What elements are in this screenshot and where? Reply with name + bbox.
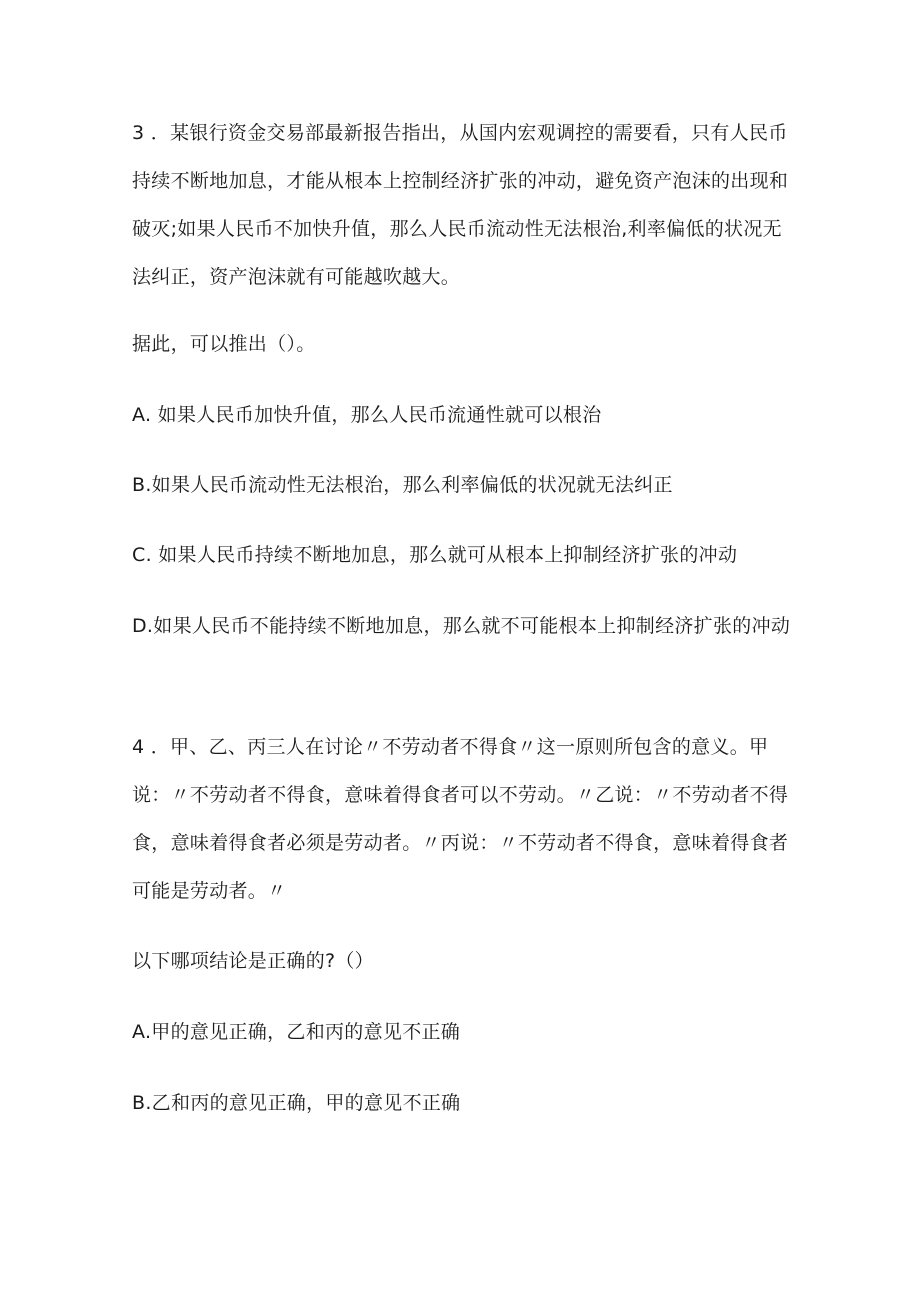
question-3-prompt: 据此，可以推出（）。 bbox=[132, 333, 316, 355]
question-3-option-a: A. 如果人民币加快升值，那么人民币流通性就可以根治 bbox=[132, 404, 602, 426]
question-3-option-c: C. 如果人民币持续不断地加息，那么就可从根本上抑制经济扩张的冲动 bbox=[132, 544, 738, 566]
question-3-stem: 3 ．某银行资金交易部最新报告指出，从国内宏观调控的需要看，只有人民币持续不断地加息，才能从根本上控制经济扩张的冲动，避免资产泡沫的出现和破灭;如果人民币不加快升值，那么人民币流动性无法根治,利率偏低的状况无法纠正，资产泡沫就有可能越吹越大。 bbox=[132, 122, 789, 288]
question-4-prompt: 以下哪项结论是正确的?（） bbox=[132, 950, 374, 972]
question-3-option-d: D.如果人民币不能持续不断地加息，那么就不可能根本上抑制经济扩张的冲动 bbox=[132, 615, 791, 637]
question-4-stem: 4 ．甲、乙、丙三人在讨论〃不劳动者不得食〃这一原则所包含的意义。甲说：〃不劳动者不得食，意味着得食者可以不劳动。〃乙说：〃不劳动者不得食，意味着得食者必须是劳动者。〃丙说：〃不劳动者不得食，意味着得食者可能是劳动者。〃 bbox=[132, 736, 789, 902]
question-4-option-a: A.甲的意见正确，乙和丙的意见不正确 bbox=[132, 1021, 461, 1043]
question-3-option-b: B.如果人民币流动性无法根治，那么利率偏低的状况就无法纠正 bbox=[132, 474, 673, 496]
question-4-option-b: B.乙和丙的意见正确，甲的意见不正确 bbox=[132, 1092, 461, 1114]
